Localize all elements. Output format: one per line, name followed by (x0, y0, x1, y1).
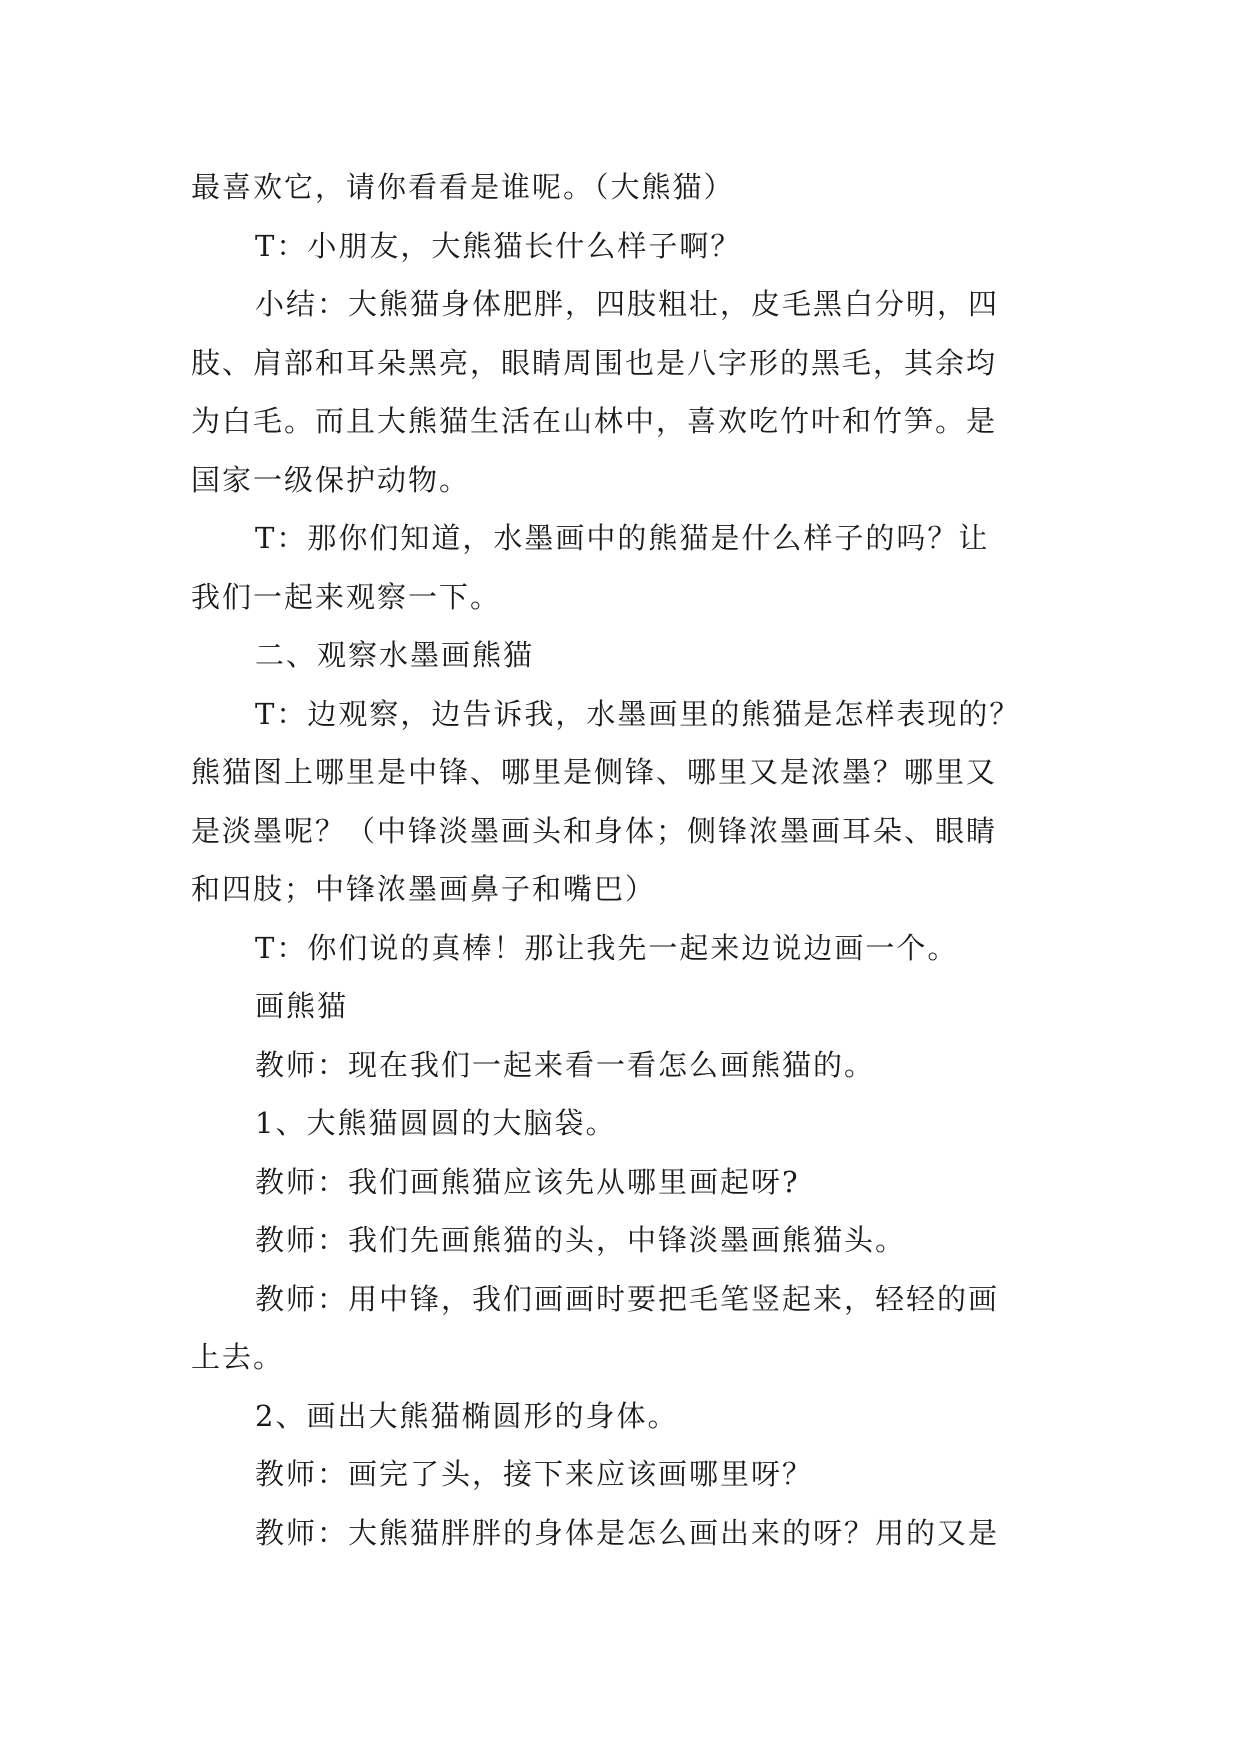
text-line: 是淡墨呢？（中锋淡墨画头和身体；侧锋浓墨画耳朵、眼睛 (191, 813, 998, 848)
text-line: T：小朋友，大熊猫长什么样子啊？ (255, 228, 742, 263)
text-line: 我们一起来观察一下。 (191, 579, 502, 614)
step-heading: 1、大熊猫圆圆的大脑袋。 (255, 1106, 617, 1140)
text-line: 教师：画完了头，接下来应该画哪里呀？ (255, 1457, 814, 1491)
text-line: 国家一级保护动物。 (191, 462, 471, 497)
section-heading: 二、观察水墨画熊猫 (255, 638, 535, 672)
text-line: T：你们说的真棒！那让我先一起来边说边画一个。 (255, 930, 959, 965)
text-line: 教师：用中锋，我们画画时要把毛笔竖起来，轻轻的画 (255, 1281, 1000, 1316)
text-line: 小结：大熊猫身体肥胖，四肢粗壮，皮毛黑白分明，四 (255, 287, 1000, 321)
text-line: 熊猫图上哪里是中锋、哪里是侧锋、哪里又是浓墨？哪里又 (191, 755, 998, 789)
text-line: 教师：现在我们一起来看一看怎么画熊猫的。 (255, 1047, 876, 1082)
section-heading: 画熊猫 (255, 989, 349, 1023)
text-line: 和四肢；中锋浓墨画鼻子和嘴巴） (191, 872, 657, 906)
text-line: 教师：我们先画熊猫的头，中锋淡墨画熊猫头。 (255, 1223, 907, 1257)
text-line: T：那你们知道，水墨画中的熊猫是什么样子的吗？让 (255, 521, 990, 555)
text-line: 教师：大熊猫胖胖的身体是怎么画出来的呀？用的又是 (255, 1515, 1000, 1550)
text-line: 上去。 (191, 1340, 285, 1374)
text-line: 肢、肩部和耳朵黑亮，眼睛周围也是八字形的黑毛，其余均 (191, 345, 998, 380)
text-line: T：边观察，边告诉我，水墨画里的熊猫是怎样表现的？ (255, 696, 1021, 731)
text-line: 最喜欢它，请你看看是谁呢。（大熊猫） (191, 170, 735, 204)
step-heading: 2、画出大熊猫椭圆形的身体。 (255, 1398, 679, 1433)
text-line: 教师：我们画熊猫应该先从哪里画起呀? (255, 1164, 800, 1199)
document-body (191, 158, 1051, 1562)
text-line: 为白毛。而且大熊猫生活在山林中，喜欢吃竹叶和竹笋。是 (191, 404, 998, 438)
